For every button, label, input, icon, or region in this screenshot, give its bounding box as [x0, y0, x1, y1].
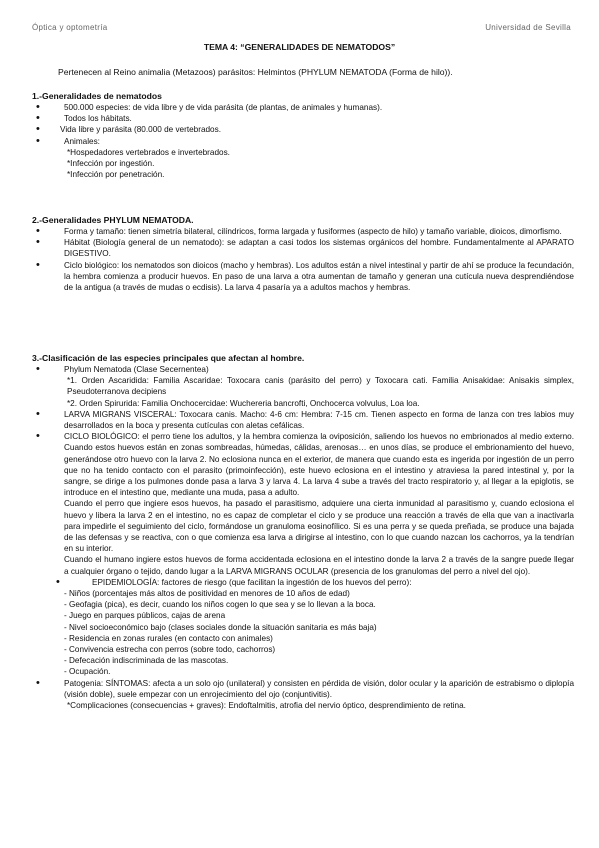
risk-factor: - Ocupación. [64, 667, 111, 677]
list-item: • Forma y tamaño: tienen simetría bilateral, cilíndricos, forma largada y fusiformes (aspecto de hilo) y tamaño variable, dioicos, dimorfismo. [32, 226, 574, 237]
section-1 [32, 90, 574, 180]
list-item: • Vida libre y parásita (80.000 de vertebrados. [32, 124, 574, 135]
section-3-heading: 3.-Clasificación de las especies principales que afectan al hombre. [32, 353, 305, 363]
sub-item: *1. Orden Ascaridida: Familia Ascaridae: Toxocara canis (parásito del perro) y Toxocara cati. Familia Anisakidae: Anisakis simplex, Pseudoterranova decipiens [67, 376, 574, 397]
header-left: Óptica y optometría [32, 23, 108, 32]
epidemiology-label: • EPIDEMIOLOGÍA: factores de riesgo (que facilitan la ingestión de los huevos del perro): [46, 577, 574, 588]
list-item [32, 364, 574, 409]
section-3-list [32, 364, 574, 711]
risk-factor: - Residencia en zonas rurales (en contacto con animales) [64, 633, 273, 643]
list-item [32, 678, 574, 712]
list-item: • 500.000 especies: de vida libre y de vida parásita (de plantas, de animales y humanas). [32, 102, 574, 113]
intro-paragraph: Pertenecen al Reino animalia (Metazoos) parásitos: Helmintos (PHYLUM NEMATODA (Forma de hilo)). [58, 67, 453, 77]
list-item [32, 431, 574, 677]
sub-item: *Infección por penetración. [67, 170, 165, 180]
complications-text: *Complicaciones (consecuencias + graves): Endoftalmitis, atrofia del nervio óptico, desprendimiento de retina. [67, 701, 466, 711]
risk-factor: - Defecación indiscriminada de las mascotas. [64, 656, 229, 666]
risk-factor: - Juego en parques públicos, cajas de arena [64, 611, 226, 621]
list-item [32, 136, 574, 181]
section-2 [32, 214, 574, 293]
cycle-paragraph-1: • CICLO BIOLÓGICO: el perro tiene los adultos, y la hembra comienza la oviposición, saliendo los huevos no embrionados al medio externo. Cuando estos huevos están en zonas sombreadas, húmedas, cálidas, arenosas… en unos días, se produce el embrionamiento del huevo, generándose otro huevo con la larva 2. No eclosiona nunca en el exterior, de manera que cuando esta es ingerida por ingestión de un perro que no ha tenido contacto con el parasito (primoinfección), este huevo eclosiona en el intestino y atraviesa la pared intestinal y, por la sangre, se dirige a los pulmones donde pasa a larva 3 y larva 4. La larva 4 sube a través del tracto respiratorio y, al llegar a la epiglotis, se introduce en el intestino que, mediante una muda, pasa a adulto. [64, 432, 574, 498]
risk-factor: - Geofagia (pica), es decir, cuando los niños cogen lo que sea y se lo llevan a la boca. [64, 600, 376, 610]
cycle-paragraph-2: Cuando el perro que ingiere esos huevos, ha pasado el parasitismo, adquiere una cierta inmunidad al parasitismo y, cuando eclosiona el huevo y libera la larva 2 en el intestino, no es capaz de completar el ciclo y se produce una reacción a través de ella que van a inactivarla para impedirle el seguimiento del ciclo, formándose un granuloma eosinofílico. Si es una perra y se queda preñada, se produce una bajada de las defensas y se reactiva, con o que comienza esa larva a dirigirse al intestino, con lo que cuando nazcan los cachorros, ya la tendrían en su interior. [64, 499, 574, 554]
risk-factor: - Nivel socioeconómico bajo (clases sociales donde la situación sanitaria es más baja) [64, 622, 377, 632]
sub-item: *2. Orden Spirurida: Familia Onchocercidae: Wuchereria bancrofti, Onchocerca volvulus, Loa loa. [67, 398, 420, 408]
pathogenesis-text: • Patogenia: SÍNTOMAS: afecta a un solo ojo (unilateral) y consisten en pérdida de visión, dolor ocular y la aparición de estrabismo o diplopía (visión doble), suele empezar con un enrojecimiento del ojo (conjuntivitis). [64, 678, 574, 699]
cycle-paragraph-3: Cuando el humano ingiere estos huevos de forma accidentada eclosiona en el intestino donde la larva 2 a través de la sangre puede llegar a cualquier órgano o tejido, dando lugar a la LARVA MIGRANS OCULAR (presencia de los granulomas del perro a nivel del ojo). [64, 555, 574, 576]
list-item: • Todos los hábitats. [32, 113, 574, 124]
risk-factor: - Niños (porcentajes más altos de positividad en menores de 10 años de edad) [64, 589, 350, 599]
list-item: • LARVA MIGRANS VISCERAL: Toxocara canis. Macho: 4-6 cm: Hembra: 7-15 cm. Tienen aspecto en forma de lanza con tres labios muy desarrollados en la boca y presenta cutículas con aletas cefálicas. [32, 409, 574, 431]
phylum-label: • Phylum Nematoda (Clase Secernentea) [64, 365, 209, 374]
animals-label: • Animales: [64, 136, 100, 146]
page-title: TEMA 4: “GENERALIDADES DE NEMATODOS” [203, 42, 396, 52]
risk-factor: - Convivencia estrecha con perros (sobre todo, cachorros) [64, 645, 276, 655]
section-2-list [32, 226, 574, 293]
section-3 [32, 352, 574, 711]
section-1-heading: 1.-Generalidades de nematodos [32, 91, 162, 101]
list-item: • Ciclo biológico: los nematodos son dioicos (macho y hembras). Los adultos están a nivel intestinal y partir de ahí se produce la fecundación, la hembra comienza a producir huevos. En paso de una larva a otra aumentan de tamaño y generan una cutícula nueva desprendiéndose de la antigua (a través de mudas o ecdisis). La larva 4 pasaría ya a adultos machos y hembras. [32, 260, 574, 294]
sub-item: *Infección por ingestión. [67, 159, 155, 169]
section-1-list [32, 102, 574, 180]
section-2-heading: 2.-Generalidades PHYLUM NEMATODA. [32, 215, 194, 225]
header-right: Universidad de Sevilla [485, 23, 571, 32]
list-item: • Hábitat (Biología general de un nematodo): se adaptan a casi todos los sistemas orgánicos del hombre. Fundamentalmente al APARATO DIGESTIVO. [32, 237, 574, 259]
sub-item: *Hospedadores vertebrados e invertebrados. [67, 147, 230, 157]
